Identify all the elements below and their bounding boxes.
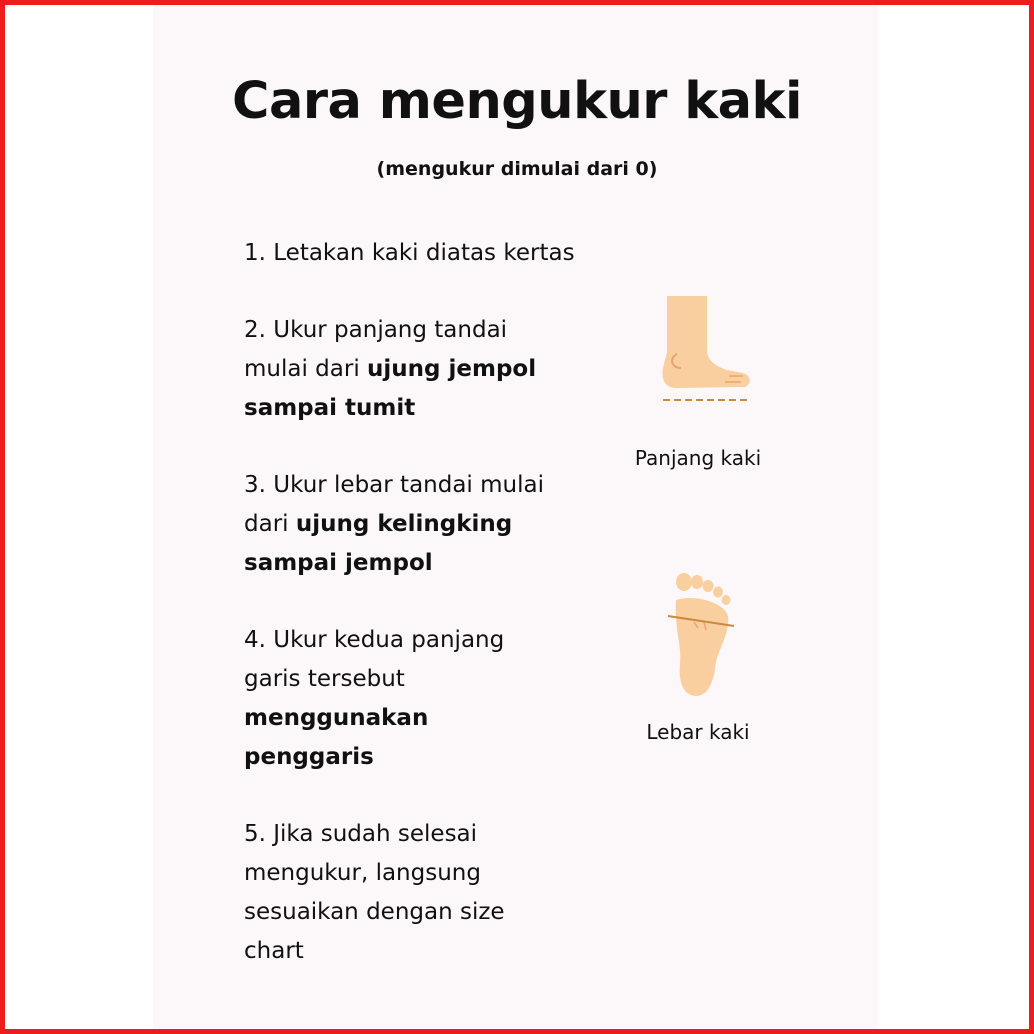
step-3-text: 3. Ukur lebar tandai mulai dari <box>244 472 544 537</box>
step-5 <box>244 815 534 971</box>
step-5-text: 5. Jika sudah selesai mengukur, langsung sesuaikan dengan size chart <box>244 821 505 964</box>
step-3-bold-text: ujung kelingking sampai jempol <box>244 511 513 576</box>
page-title: Cara mengukur kaki <box>232 72 802 131</box>
width-label: Lebar kaki <box>646 720 750 744</box>
step-4-bold-text: menggunakan penggaris <box>244 705 429 770</box>
foot-sole-icon <box>664 570 736 706</box>
step-1-text: 1. Letakan kaki diatas kertas <box>244 240 575 266</box>
step-3 <box>244 466 554 583</box>
step-4-text: 4. Ukur kedua panjang garis tersebut <box>244 627 505 692</box>
step-2-bold-text: ujung jempol sampai tumit <box>244 356 537 421</box>
foot-side-icon <box>655 292 755 411</box>
steps-list <box>244 234 594 1009</box>
step-1 <box>244 234 594 273</box>
step-2-text: 2. Ukur panjang tandai mulai dari <box>244 317 508 382</box>
step-4 <box>244 621 544 777</box>
length-label: Panjang kaki <box>634 446 762 470</box>
step-2 <box>244 311 544 428</box>
page-subtitle: (mengukur dimulai dari 0) <box>376 158 658 180</box>
